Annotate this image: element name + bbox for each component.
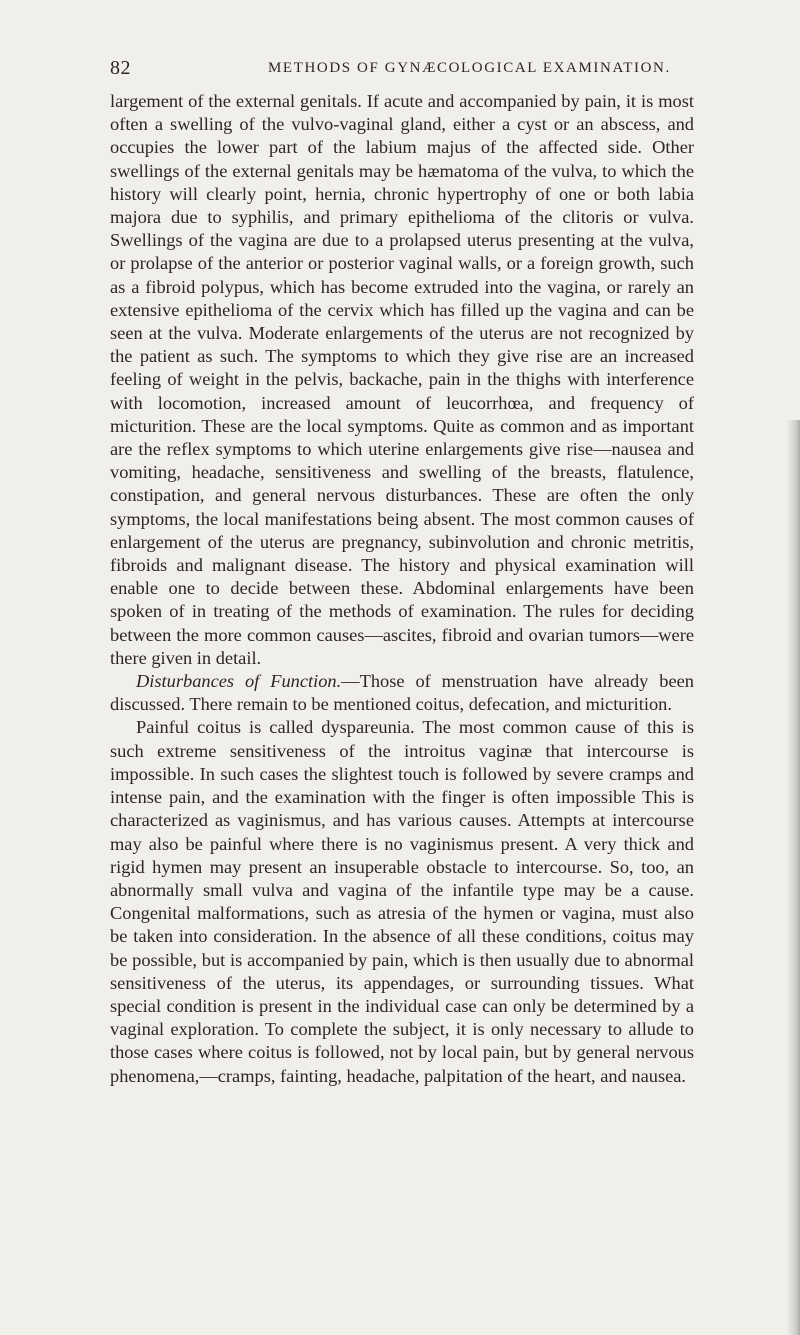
- section-heading-disturbances: Disturbances of Function.: [136, 671, 342, 692]
- page-edge-shadow: [786, 420, 800, 1335]
- paragraph-disturbances: [110, 670, 694, 716]
- body-text: [110, 90, 694, 1088]
- page-number: 82: [110, 57, 131, 79]
- paragraph-dyspareunia: Painful coitus is called dyspareunia. The most common cause of this is such extreme sensitiveness of the introitus vaginæ that intercourse is impossible. In such cases the slightest touch is followed by severe cramps and intense pain, and the examination with the finger is often impossible This is characterized as vaginismus, and has various causes. Attempts at intercourse may also be painful where there is no vaginismus present. A very thick and rigid hymen may present an insuperable obstacle to intercourse. So, too, an abnormally small vulva and vagina of the infantile type may be a cause. Congenital malformations, such as atresia of the hymen or vagina, must also be taken into consideration. In the absence of all these conditions, coitus may be possible, but is accompanied by pain, which is then usually due to abnormal sensitiveness of the uterus, its appendages, or surrounding tissues. What special condition is present in the individual case can only be determined by a vaginal exploration. To complete the subject, it is only necessary to allude to those cases where coitus is followed, not by local pain, but by general nervous phenomena,—cramps, fainting, headache, palpitation of the heart, and nausea.: [110, 717, 694, 1086]
- page-header: [110, 57, 690, 83]
- paragraph-enlargements: largement of the external genitals. If acute and accompanied by pain, it is most often a swelling of the vulvo-vaginal gland, either a cyst or an abscess, and occupies the lower part of the labium majus of the affected side. Other swellings of the external genitals may be hæmatoma of the vulva, to which the history will clearly point, hernia, chronic hypertrophy of one or both labia majora due to syphilis, and primary epithelioma of the clitoris or vulva. Swellings of the vagina are due to a prolapsed uterus presenting at the vulva, or prolapse of the anterior or posterior vaginal walls, or a foreign growth, such as a fibroid polypus, which has become extruded into the vagina, or rarely an extensive epithelioma of the cervix which has filled up the vagina and can be seen at the vulva. Moderate enlargements of the uterus are not recognized by the patient as such. The symptoms to which they give rise are an increased feeling of weight in the pelvis, backache, pain in the thighs with interference with locomotion, increased amount of leucorrhœa, and frequency of micturition. These are the local symptoms. Quite as common and as important are the reflex symptoms to which uterine enlargements give rise—nausea and vomiting, headache, sensitiveness and swelling of the breasts, flatulence, constipation, and general nervous disturbances. These are often the only symptoms, the local manifestations being absent. The most common causes of enlargement of the uterus are pregnancy, subinvolution and chronic metritis, fibroids and malignant disease. The history and physical examination will enable one to decide between these. Abdominal enlargements have been spoken of in treating of the methods of examination. The rules for deciding between the more common causes—ascites, fibroid and ovarian tumors—were there given in detail.: [110, 91, 694, 668]
- running-title: METHODS OF GYNÆCOLOGICAL EXAMINATION.: [268, 60, 671, 76]
- paragraph-disturbances-text: —Those of menstruation have already been discussed. There remain to be mentioned coitus, defecation, and micturition.: [110, 671, 694, 715]
